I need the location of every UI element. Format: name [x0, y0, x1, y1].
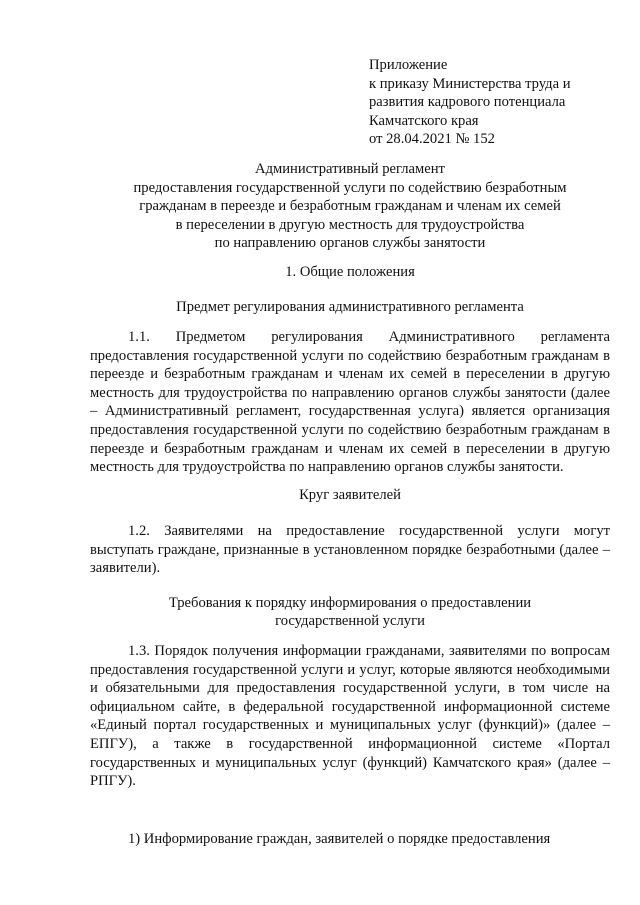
- info-heading-line: Требования к порядку информирования о предоставлении: [168, 595, 532, 611]
- paragraph-1-3: 1.3. Порядок получения информации гражданами, заявителями по вопросам предоставления государственной услуги и услуг, которые являются необходимыми и обязательными для предоставления государственной услуги, в том числе на официальном сайте, в федеральной государственной информационной системе «Единый портал государственных и муниципальных услуг (функций)» (далее – ЕПГУ), а также в государственной информационной системе «Портал государственных и муниципальных услуг (функций) Камчатского края» (далее – РПГУ).: [90, 643, 610, 790]
- applicants-heading: Круг заявителей: [299, 487, 401, 503]
- subsection-heading: Предмет регулирования административного регламента: [176, 299, 524, 315]
- title-line: гражданам в переезде и безработным гражданам и членам их семей: [139, 198, 561, 215]
- appendix-line: Камчатского края: [369, 112, 479, 129]
- appendix-line: развития кадрового потенциала: [369, 94, 566, 111]
- paragraph-1-2: 1.2. Заявителями на предоставление государственной услуги могут выступать граждане, признанные в установленном порядке безработными (далее – заявители).: [90, 523, 610, 577]
- section-heading: 1. Общие положения: [285, 264, 415, 280]
- title-line: по направлению органов службы занятости: [214, 235, 486, 252]
- paragraph-1-1: 1.1. Предметом регулирования Административного регламента предоставления государственной услуги по содействию безработным гражданам в переезде и безработным гражданам и членам их семей в переселении в другую местность для трудоустройства по направлению органов службы занятости (далее – Административный регламент, государственная услуга) является организация предоставления государственной услуги по содействию безработным гражданам в переезде и безработным гражданам и членам их семей в переселении в другую местность для трудоустройства по направлению органов службы занятости.: [90, 329, 610, 476]
- appendix-block: [369, 56, 619, 149]
- document-title: [90, 160, 610, 253]
- appendix-line: от 28.04.2021 № 152: [369, 131, 495, 148]
- title-line: Административный регламент: [255, 161, 445, 177]
- info-heading-line: государственной услуги: [275, 613, 425, 629]
- title-line: предоставления государственной услуги по содействию безработным: [133, 179, 567, 196]
- title-line: в переселении в другую местность для трудоустройства: [175, 216, 525, 233]
- appendix-line: Приложение: [369, 57, 448, 73]
- paragraph-1-3-item-1: 1) Информирование граждан, заявителей о порядке предоставления: [128, 831, 551, 847]
- appendix-line: к приказу Министерства труда и: [369, 75, 571, 92]
